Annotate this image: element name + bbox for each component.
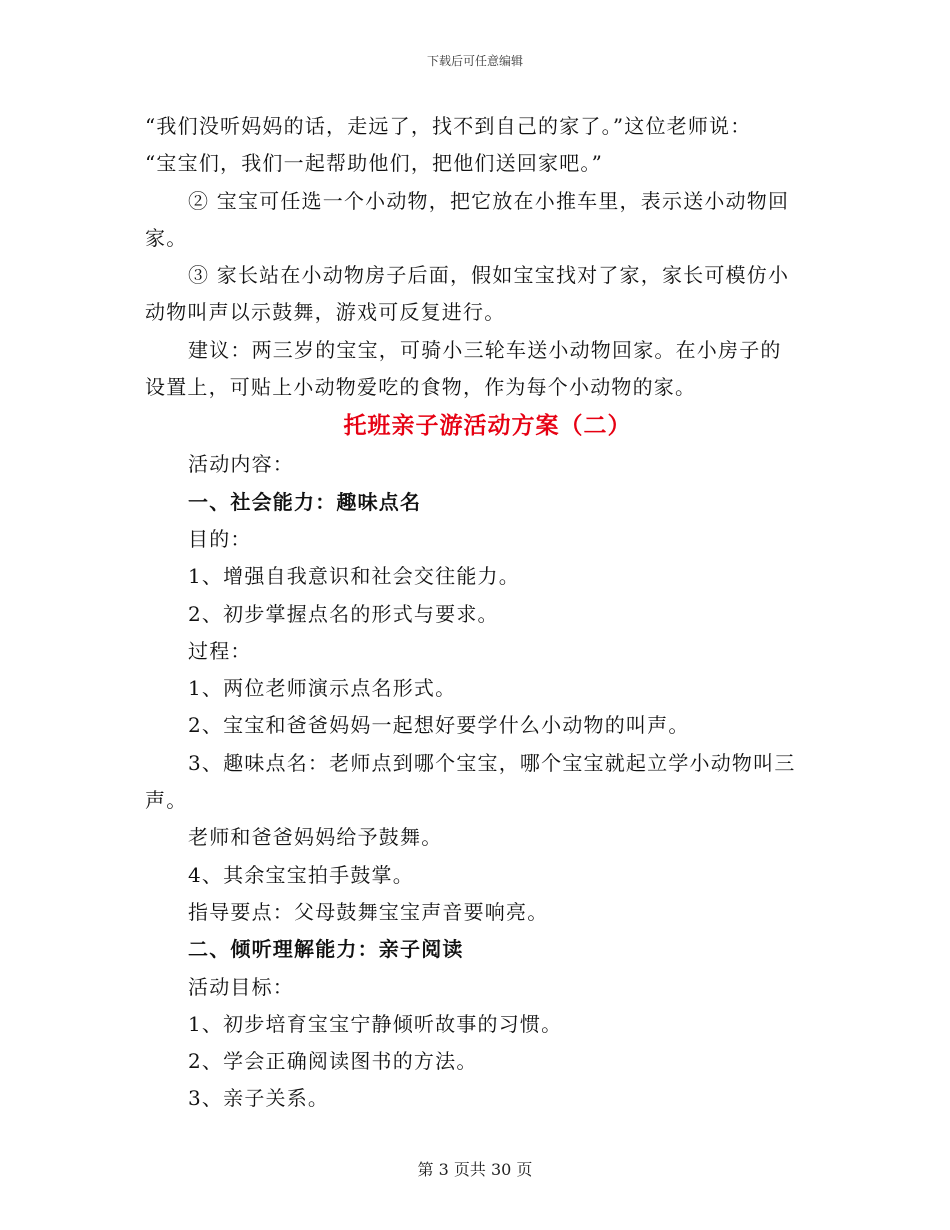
- subheading: 一、社会能力：趣味点名: [188, 489, 422, 514]
- paragraph-line: 活动目标：: [188, 974, 294, 999]
- list-item: 1、两位老师演示点名形式。: [188, 676, 457, 701]
- list-item: 1、初步培育宝宝宁静倾听故事的习惯。: [188, 1011, 563, 1036]
- page-header: 下载后可任意编辑: [426, 54, 523, 68]
- paragraph-line: 过程：: [188, 638, 252, 663]
- list-item: 3、亲子关系。: [188, 1086, 330, 1111]
- section-title: 托班亲子游活动方案（二）: [343, 412, 632, 440]
- paragraph-line: 老师和爸爸妈妈给予鼓舞。: [188, 825, 443, 850]
- paragraph-line: 建议：两三岁的宝宝，可骑小三轮车送小动物回家。在小房子的: [188, 337, 782, 362]
- list-item: 2、初步掌握点名的形式与要求。: [188, 601, 499, 626]
- document-body: [145, 108, 810, 1118]
- list-item: 4、其余宝宝拍手鼓掌。: [188, 862, 414, 887]
- paragraph-line: “我们没听妈妈的话，走远了，找不到自己的家了。”这位老师说：: [145, 114, 752, 138]
- paragraph-line: 目的：: [188, 526, 252, 551]
- paragraph-line: ② 宝宝可任选一个小动物，把它放在小推车里，表示送小动物回: [188, 188, 790, 213]
- list-item: 2、宝宝和爸爸妈妈一起想好要学什么小动物的叫声。: [188, 713, 690, 738]
- paragraph-line: 设置上，可贴上小动物爱吃的食物，作为每个小动物的家。: [145, 375, 697, 400]
- paragraph-line: 动物叫声以示鼓舞，游戏可反复进行。: [145, 300, 506, 325]
- paragraph-line: 指导要点：父母鼓舞宝宝声音要响亮。: [188, 899, 549, 924]
- page-footer: 第 3 页共 30 页: [417, 1160, 533, 1179]
- paragraph-line: ③ 家长站在小动物房子后面，假如宝宝找对了家，家长可模仿小: [188, 263, 790, 288]
- paragraph-line: 声。: [145, 788, 188, 813]
- list-item: 3、趣味点名：老师点到哪个宝宝，哪个宝宝就起立学小动物叫三: [188, 750, 796, 775]
- list-item: 2、学会正确阅读图书的方法。: [188, 1049, 478, 1074]
- subheading: 二、倾听理解能力：亲子阅读: [188, 937, 464, 962]
- paragraph-line: 家。: [145, 225, 188, 250]
- list-item: 1、增强自我意识和社会交往能力。: [188, 564, 520, 589]
- paragraph-line: “宝宝们，我们一起帮助他们，把他们送回家吧。”: [145, 151, 604, 176]
- paragraph-line: 活动内容：: [188, 452, 294, 477]
